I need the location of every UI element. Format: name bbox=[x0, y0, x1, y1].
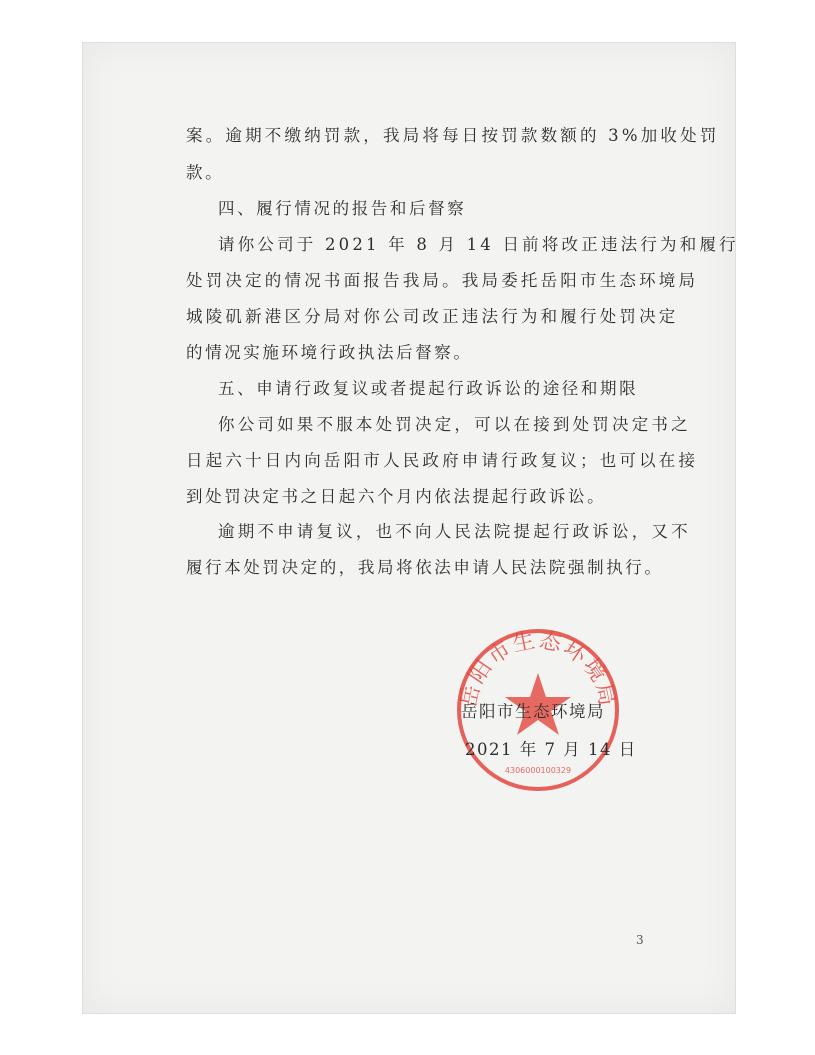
paragraph-3-line-2: 处罚决定的情况书面报告我局。我局委托岳阳市生态环境局 bbox=[186, 271, 699, 290]
paragraph-5-line-3: 到处罚决定书之日起六个月内依法提起行政诉讼。 bbox=[186, 487, 607, 506]
paragraph-1-line-2: 款。 bbox=[186, 163, 225, 182]
section-heading-5: 五、申请行政复议或者提起行政诉讼的途径和期限 bbox=[218, 379, 639, 398]
issue-date: 2021 年 7 月 14 日 bbox=[465, 740, 637, 759]
paragraph-3-line-4: 的情况实施环境行政执法后督察。 bbox=[186, 343, 473, 362]
issuer-name: 岳阳市生态环境局 bbox=[461, 702, 605, 721]
paragraph-5-line-2: 日起六十日内向岳阳市人民政府申请行政复议；也可以在接 bbox=[186, 451, 699, 470]
paragraph-5-line-1: 你公司如果不服本处罚决定，可以在接到处罚决定书之 bbox=[218, 415, 691, 434]
paragraph-3-line-1: 请你公司于 2021 年 8 月 14 日前将改正违法行为和履行 bbox=[218, 235, 739, 254]
paragraph-1-line-1: 案。逾期不缴纳罚款，我局将每日按罚款数额的 3%加收处罚 bbox=[186, 126, 720, 145]
paragraph-3-line-3: 城陵矶新港区分局对你公司改正违法行为和履行处罚决定 bbox=[186, 307, 679, 326]
paragraph-6-line-2: 履行本处罚决定的，我局将依法申请人民法院强制执行。 bbox=[186, 558, 664, 577]
seal-code: 4306000100329 bbox=[504, 766, 572, 775]
page-number: 3 bbox=[636, 933, 644, 947]
section-heading-4: 四、履行情况的报告和后督察 bbox=[218, 199, 467, 218]
seal-text: 岳阳市生态环境局 bbox=[456, 628, 620, 710]
paragraph-6-line-1: 逾期不申请复议，也不向人民法院提起行政诉讼，又不 bbox=[218, 522, 691, 541]
